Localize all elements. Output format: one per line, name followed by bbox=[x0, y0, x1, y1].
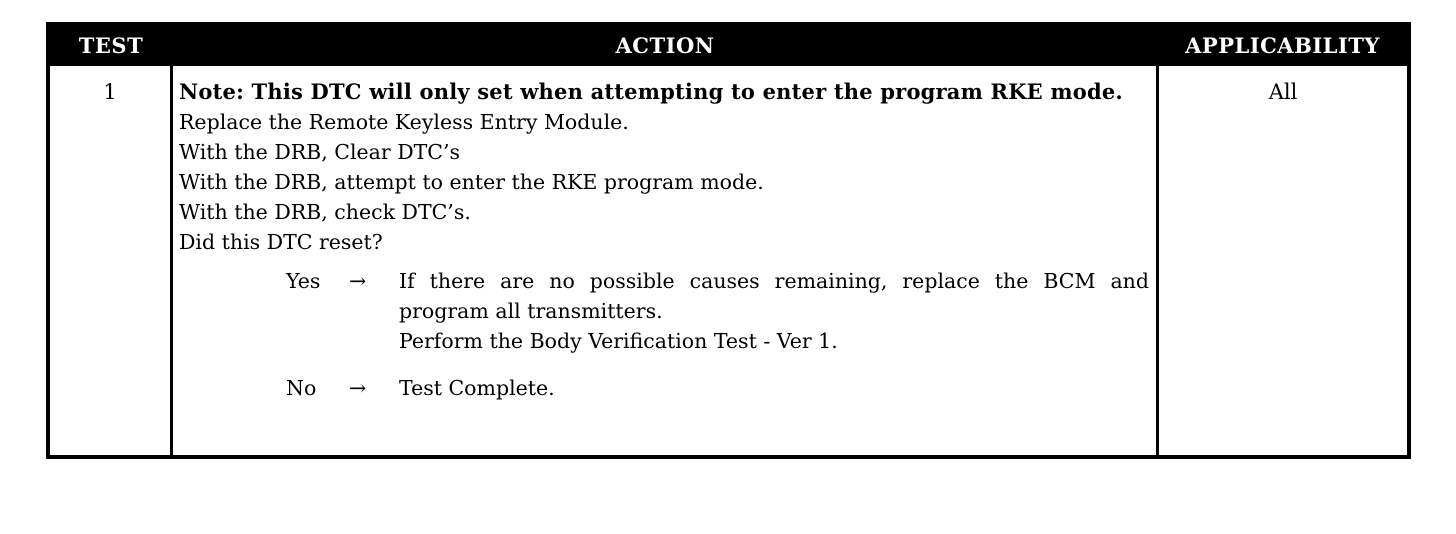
test-number-cell: 1 bbox=[103, 80, 117, 104]
answer-yes bbox=[179, 266, 1149, 356]
answer-list bbox=[179, 266, 1149, 403]
diagnostic-test-table bbox=[46, 22, 1411, 459]
answer-yes-text: If there are no possible causes remaining, replace the BCM and program all transmitters. bbox=[399, 269, 1149, 323]
action-question: Did this DTC reset? bbox=[179, 230, 383, 254]
column-divider bbox=[170, 66, 173, 459]
action-step: Replace the Remote Keyless Entry Module. bbox=[179, 110, 629, 134]
answer-no bbox=[179, 373, 1149, 403]
header-test: TEST bbox=[78, 33, 144, 58]
action-step: With the DRB, attempt to enter the RKE program mode. bbox=[179, 170, 764, 194]
action-step: With the DRB, Clear DTC’s bbox=[179, 140, 461, 164]
table-header-row bbox=[50, 26, 1407, 66]
action-step: With the DRB, check DTC’s. bbox=[179, 200, 471, 224]
header-action: ACTION bbox=[615, 33, 715, 58]
action-cell bbox=[179, 66, 1149, 420]
right-arrow-icon: → bbox=[349, 269, 367, 293]
answer-yes-followup: Perform the Body Verification Test - Ver 1. bbox=[399, 329, 838, 353]
test-note: Note: This DTC will only set when attempting to enter the program RKE mode. bbox=[179, 79, 1123, 104]
answer-no-label: No bbox=[286, 376, 317, 400]
right-arrow-icon: → bbox=[349, 376, 367, 400]
answer-no-text: Test Complete. bbox=[399, 376, 555, 400]
header-applicability: APPLICABILITY bbox=[1185, 33, 1380, 58]
column-divider bbox=[1156, 66, 1159, 459]
applicability-cell: All bbox=[1268, 80, 1298, 104]
answer-yes-label: Yes bbox=[286, 269, 321, 293]
